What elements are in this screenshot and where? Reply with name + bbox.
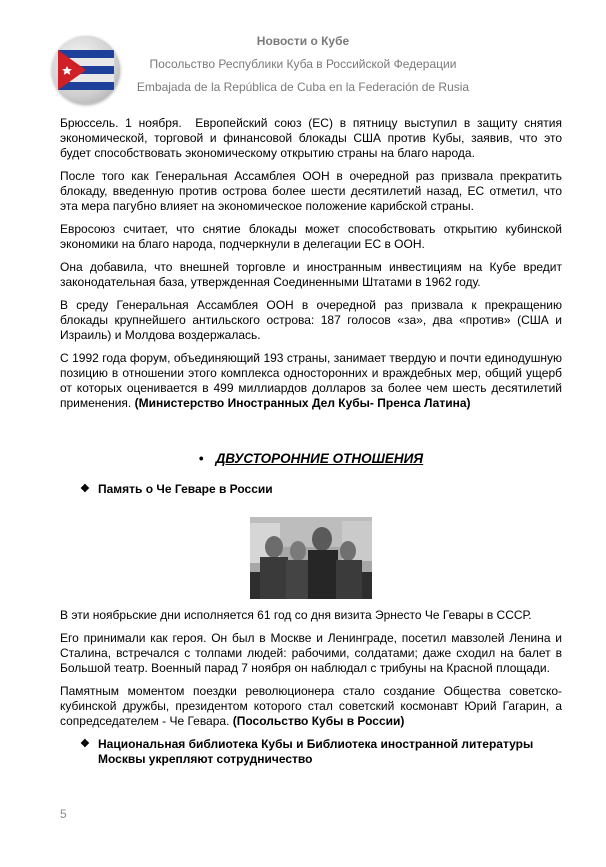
dateline: Брюссель. 1 ноября. bbox=[60, 116, 182, 130]
article1-paragraph-6: С 1992 года форум, объединяющий 193 страны, занимает твердую и почти единодушную позицию в отношении этого комплекса односторонних и враждебных мер, общий ущерб от которых оценивается в 499 миллиардов долларов за более чем шесть десятилетий применения. (Министерство Иностранных Дел Кубы- Пренса Латина) bbox=[60, 351, 562, 410]
article1-paragraph-1: Брюссель. 1 ноября. Европейский союз (ЕС) в пятницу выступил в защиту снятия экономической, торговой и финансовой блокады США против Кубы, заявив, что это будет способствовать экономическому открытию страны на благо народа. bbox=[60, 116, 563, 160]
newsletter-title: Новости о Кубе bbox=[256, 34, 350, 48]
article1-paragraph-2: После того как Генеральная Ассамблея ООН в очередной раз призвала прекратить блокаду, введенную против острова более шести десятилетий назад, ЕС отметил, что эта мера пагубно влияет на экономическое положение карибской страны. bbox=[60, 169, 562, 213]
diamond-bullet-icon: ❖ bbox=[80, 738, 90, 750]
article3-heading: ❖ Национальная библиотека Кубы и Библиотека иностранной литературы Москвы укрепляют сотрудничество bbox=[80, 737, 534, 766]
article2-paragraph-1: В эти ноябрьские дни исполняется 61 год со дня визита Эрнесто Че Гевары в СССР. bbox=[60, 608, 532, 622]
article2-paragraph-3: Памятным моментом поездки революционера стало создание Общества советско-кубинской дружбы, президентом которого стал советский космонавт Юрий Гагарин, а сопредседателем - Че Гевара. (Посольство Кубы в России) bbox=[60, 684, 562, 728]
bullet-icon: • bbox=[198, 451, 204, 466]
embassy-name-es: Embajada de la República de Cuba en la Federación de Rusia bbox=[136, 80, 470, 94]
article1-paragraph-5: В среду Генеральная Ассамблея ООН в очередной раз призвала к прекращению блокады крупнейшего антильского острова: 187 голосов «за», два «против» (США и Израиль) и Молдова воздержалась. bbox=[60, 298, 562, 342]
article2-heading: ❖ Память о Че Геваре в России bbox=[80, 482, 273, 496]
article1-paragraph-4: Она добавила, что внешней торговле и иностранным инвестициям на Кубе вредит законодательная база, утвержденная Соединенными Штатами в 1962 году. bbox=[60, 260, 562, 289]
page-number: 5 bbox=[60, 807, 67, 821]
diamond-bullet-icon: ❖ bbox=[80, 483, 90, 495]
article1-source: (Министерство Иностранных Дел Кубы- Пренса Латина) bbox=[134, 396, 471, 410]
article1-paragraph-3: Евросоюз считает, что снятие блокады может способствовать открытию кубинской экономики на благо народа, подчеркнули в делегации ЕС в ООН. bbox=[60, 222, 562, 251]
page-header bbox=[0, 0, 606, 110]
article2-paragraph-2: Его принимали как героя. Он был в Москве и Ленинграде, посетил мавзолей Ленина и Сталина, встречался с толпами людей: рабочими, солдатами; даже сходил на балет в Большой театр. Военный парад 7 ноября он наблюдал с трибуны на Красной площади. bbox=[60, 631, 562, 675]
che-guevara-photo bbox=[250, 517, 372, 599]
embassy-name-ru: Посольство Республики Куба в Российской Федерации bbox=[149, 57, 457, 71]
page-body bbox=[60, 116, 562, 767]
article2-source: (Посольство Кубы в России) bbox=[232, 714, 405, 728]
section-title: • ДВУСТОРОННИЕ ОТНОШЕНИЯ bbox=[198, 451, 424, 466]
